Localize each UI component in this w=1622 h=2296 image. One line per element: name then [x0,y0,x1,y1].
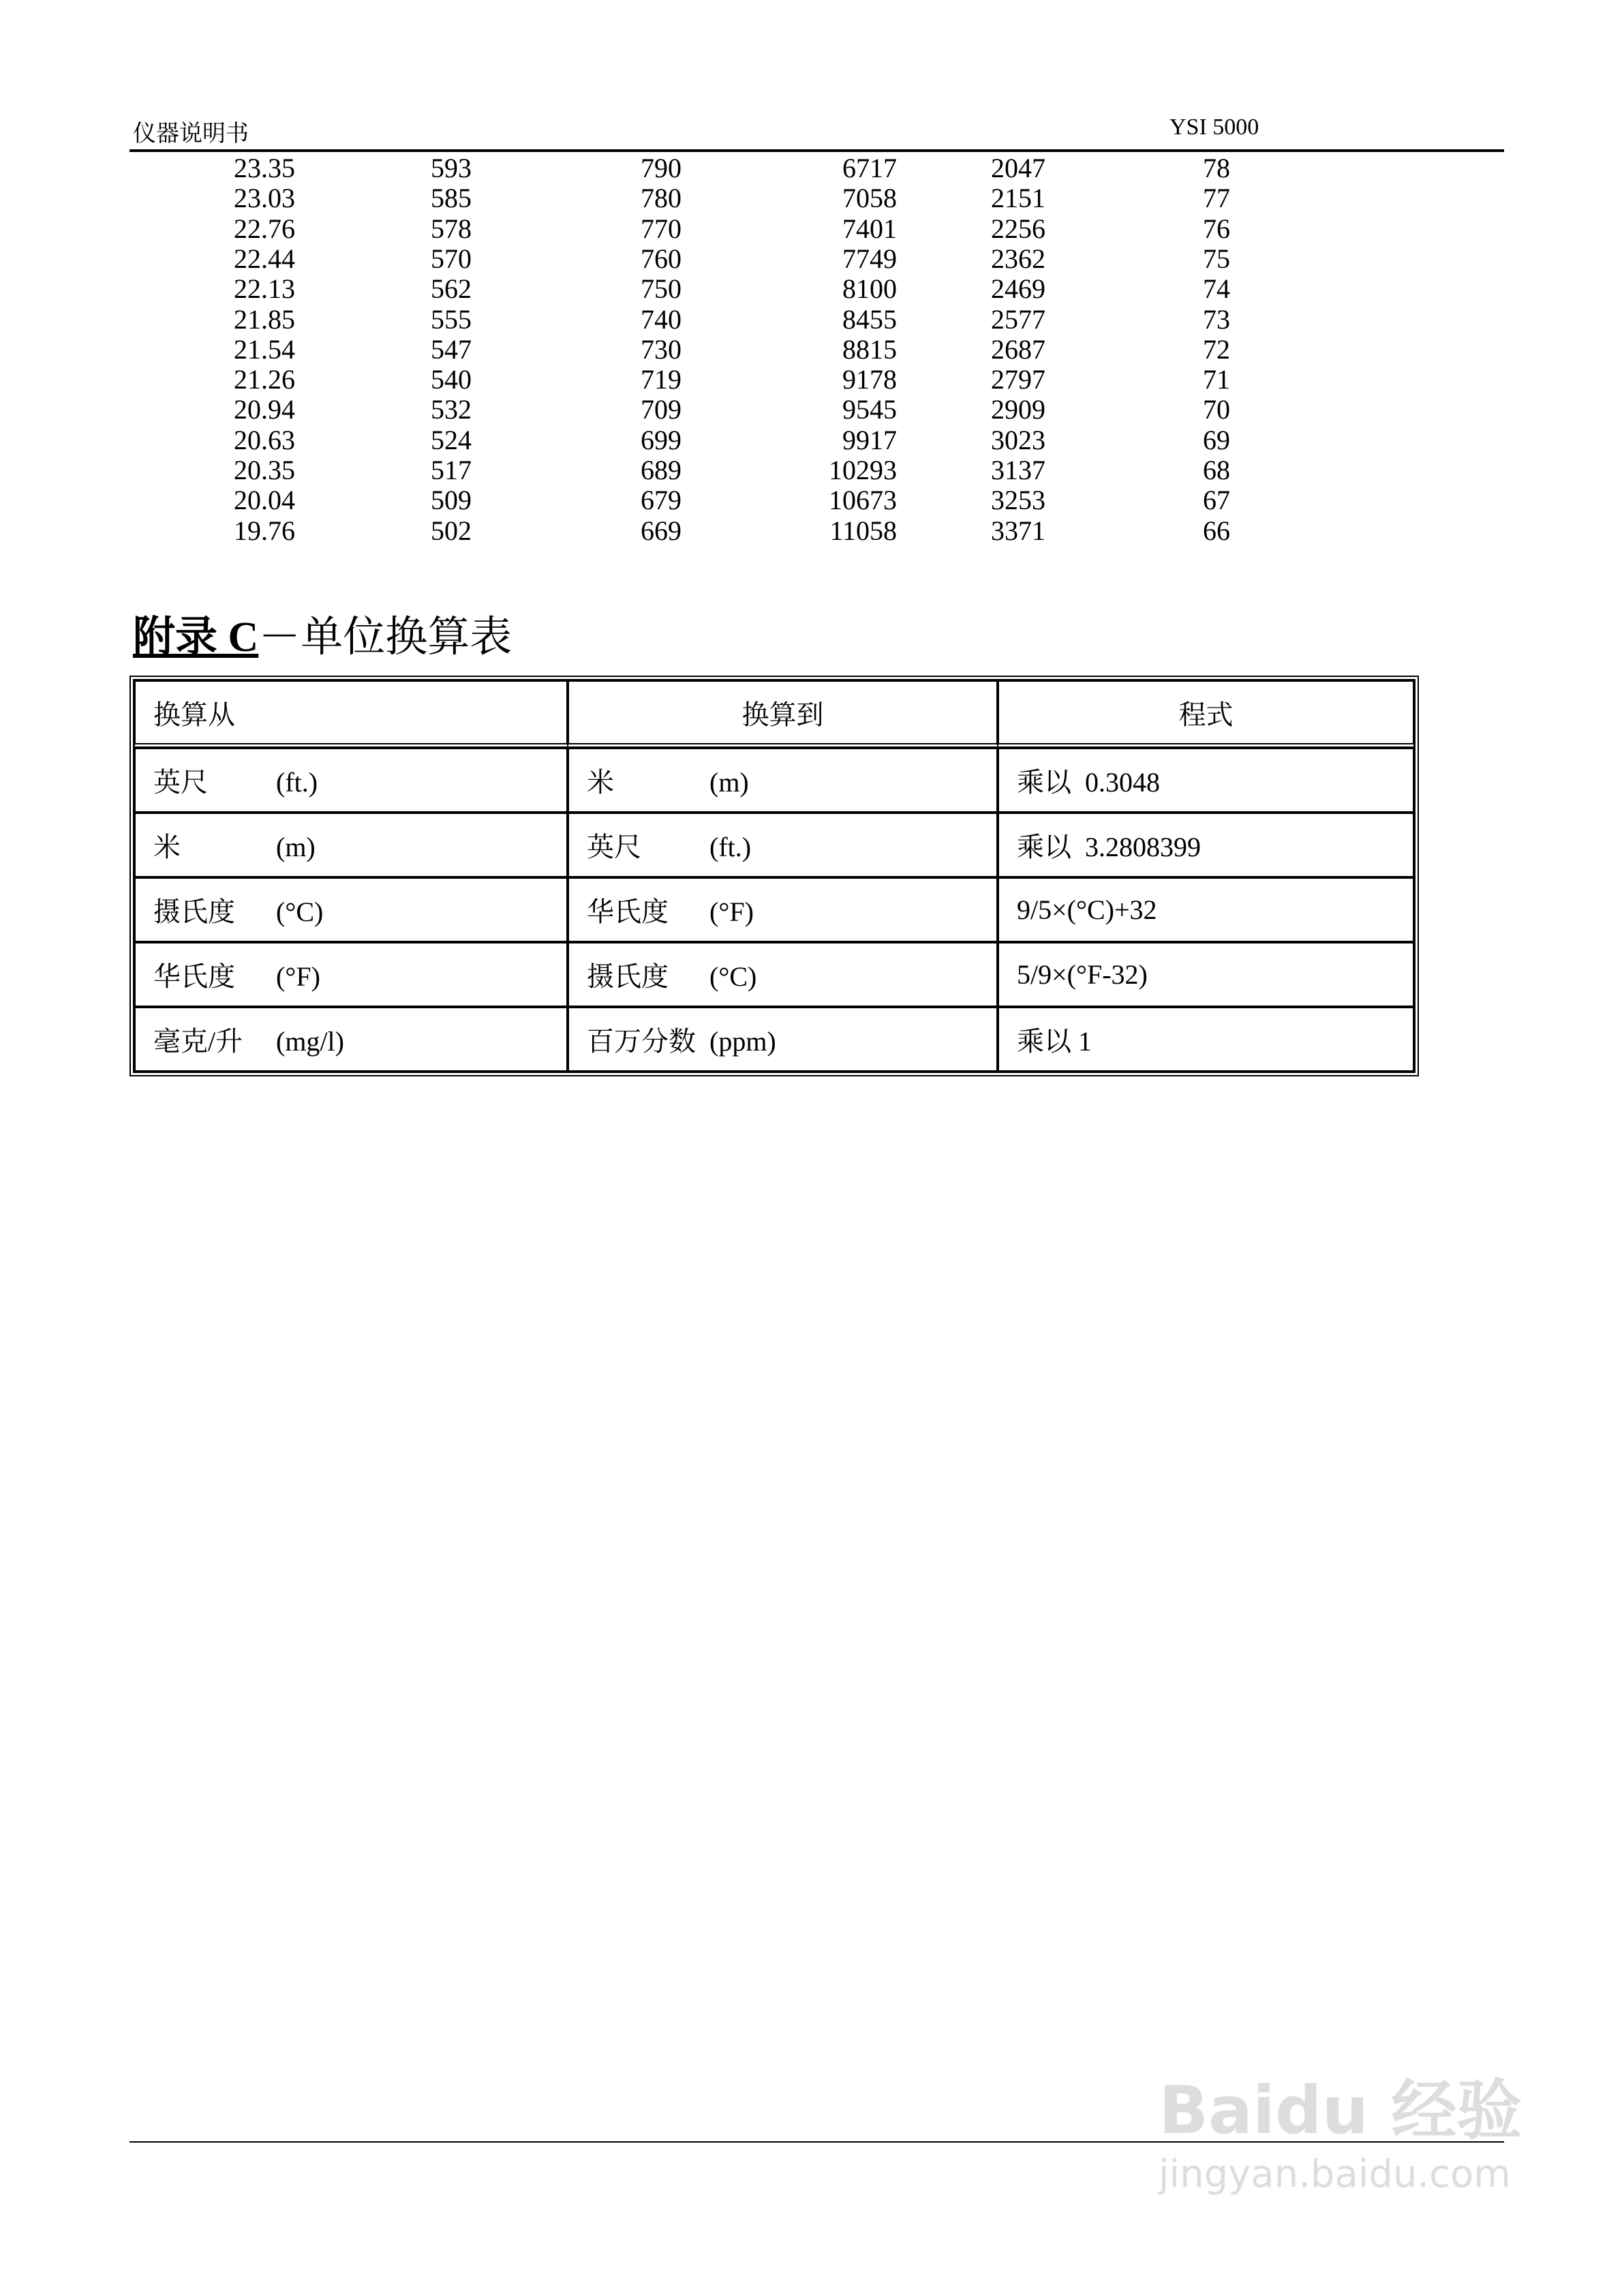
table-cell: 750 [641,273,682,305]
from-cell [134,748,568,813]
table-cell: 22.44 [234,243,295,274]
to-unit-name: 华氏度 [587,896,669,927]
table-row [0,425,1622,455]
formula-cell: 乘以 1 [998,1007,1414,1072]
table-cell: 22.76 [234,213,295,244]
table-cell: 69 [1203,424,1230,455]
table-row [134,877,1414,942]
from-unit-name: 摄氏度 [153,896,235,927]
table-cell: 2469 [991,273,1045,305]
table-cell: 2151 [991,183,1045,214]
table-cell: 68 [1203,455,1230,485]
table-cell: 532 [431,394,472,425]
table-cell: 20.35 [234,455,295,485]
table-cell: 585 [431,183,472,214]
table-cell: 76 [1203,213,1230,244]
formula-cell: 9/5×(°C)+32 [998,877,1414,942]
to-unit-symbol: (°F) [709,896,754,927]
table-cell: 3371 [991,515,1045,546]
table-cell: 66 [1203,515,1230,546]
table-cell: 10673 [829,485,897,516]
table-cell: 23.03 [234,183,295,214]
to-unit-symbol: (ppm) [709,1026,776,1057]
table-cell: 540 [431,364,472,395]
table-cell: 74 [1203,273,1230,305]
table-row [0,305,1622,335]
table-cell: 8455 [842,303,897,335]
table-cell: 23.35 [234,153,295,183]
table-row [0,516,1622,546]
table-cell: 2909 [991,394,1045,425]
from-unit-symbol: (mg/l) [276,1026,344,1057]
table-row [134,813,1414,877]
table-row [134,942,1414,1007]
table-cell: 71 [1203,364,1230,395]
table-cell: 689 [641,455,682,485]
formula-cell: 5/9×(°F-32) [998,942,1414,1007]
to-unit-name: 百万分数 [587,1026,696,1057]
table-row [134,748,1414,813]
table-cell: 9178 [842,364,897,395]
header-formula: 程式 [998,680,1414,748]
table-cell: 719 [641,364,682,395]
table-row [0,365,1622,395]
table-row [0,183,1622,213]
section-heading [133,603,512,663]
table-cell: 21.26 [234,364,295,395]
table-cell: 20.63 [234,424,295,455]
watermark [1159,2059,1522,2196]
table-cell: 3023 [991,424,1045,455]
table-row [0,244,1622,274]
table-row [0,214,1622,244]
table-cell: 578 [431,213,472,244]
header-rule [129,149,1504,152]
to-unit-symbol: (ft.) [709,832,752,862]
table-cell: 7401 [842,213,897,244]
table-row [0,395,1622,425]
header-doc-title: 仪器说明书 [133,121,249,147]
table-cell: 11058 [829,515,897,546]
table-cell: 78 [1203,153,1230,183]
table-cell: 2256 [991,213,1045,244]
section-suffix: －单位换算表 [258,614,512,661]
to-unit-name: 英尺 [587,832,641,862]
from-unit-name: 毫克/升 [153,1026,243,1057]
table-cell: 679 [641,485,682,516]
from-cell [134,942,568,1007]
table-cell: 77 [1203,183,1230,214]
table-cell: 555 [431,303,472,335]
table-cell: 570 [431,243,472,274]
watermark-url: jingyan.baidu.com [1159,2152,1511,2196]
formula-cell: 乘以 3.2808399 [998,813,1414,877]
table-cell: 699 [641,424,682,455]
table-cell: 3253 [991,485,1045,516]
from-unit-name: 英尺 [153,767,208,798]
table-cell: 20.04 [234,485,295,516]
from-unit-name: 华氏度 [153,961,235,992]
table-row [0,455,1622,485]
table-cell: 20.94 [234,394,295,425]
table-cell: 22.13 [234,273,295,305]
to-cell [568,748,998,813]
table-cell: 3137 [991,455,1045,485]
table-cell: 72 [1203,333,1230,365]
table-cell: 7058 [842,183,897,214]
from-cell [134,1007,568,1072]
table-cell: 730 [641,333,682,365]
table-cell: 8815 [842,333,897,365]
table-cell: 790 [641,153,682,183]
table-cell: 8100 [842,273,897,305]
table-cell: 669 [641,515,682,546]
table-cell: 21.54 [234,333,295,365]
to-cell [568,813,998,877]
table-cell: 2047 [991,153,1045,183]
table-row [134,1007,1414,1072]
from-unit-symbol: (°C) [276,896,324,927]
table-cell: 7749 [842,243,897,274]
table-cell: 9917 [842,424,897,455]
to-unit-symbol: (m) [709,767,749,798]
table-cell: 10293 [829,455,897,485]
from-unit-name: 米 [153,832,181,862]
table-cell: 740 [641,303,682,335]
table-cell: 2797 [991,364,1045,395]
to-unit-name: 米 [587,767,614,798]
formula-cell: 乘以 0.3048 [998,748,1414,813]
to-cell [568,877,998,942]
from-cell [134,813,568,877]
table-cell: 6717 [842,153,897,183]
table-row [0,274,1622,304]
header-to: 换算到 [568,680,998,748]
table-cell: 562 [431,273,472,305]
from-unit-symbol: (m) [276,832,316,862]
table-cell: 593 [431,153,472,183]
to-cell [568,942,998,1007]
table-row [0,485,1622,515]
table-cell: 21.85 [234,303,295,335]
table-cell: 67 [1203,485,1230,516]
table-cell: 760 [641,243,682,274]
table-header-row [134,680,1414,748]
table-cell: 517 [431,455,472,485]
table-cell: 524 [431,424,472,455]
header-from: 换算从 [134,680,568,748]
table-cell: 509 [431,485,472,516]
table-cell: 9545 [842,394,897,425]
watermark-logo: Baidu 经验 [1159,2072,1522,2149]
table-cell: 770 [641,213,682,244]
from-unit-symbol: (ft.) [276,767,318,798]
table-cell: 19.76 [234,515,295,546]
to-unit-name: 摄氏度 [587,961,669,992]
to-unit-symbol: (°C) [709,961,757,992]
unit-conversion-table [129,676,1419,1076]
table-cell: 709 [641,394,682,425]
table-row [0,153,1622,183]
table-cell: 73 [1203,303,1230,335]
to-cell [568,1007,998,1072]
header-model: YSI 5000 [1169,115,1259,140]
table-cell: 502 [431,515,472,546]
table-cell: 2577 [991,303,1045,335]
table-cell: 70 [1203,394,1230,425]
table-cell: 2687 [991,333,1045,365]
from-unit-symbol: (°F) [276,961,320,992]
section-prefix: 附录 C [133,614,259,661]
table-cell: 547 [431,333,472,365]
table-cell: 780 [641,183,682,214]
table-row [0,335,1622,365]
table-cell: 2362 [991,243,1045,274]
from-cell [134,877,568,942]
table-cell: 75 [1203,243,1230,274]
